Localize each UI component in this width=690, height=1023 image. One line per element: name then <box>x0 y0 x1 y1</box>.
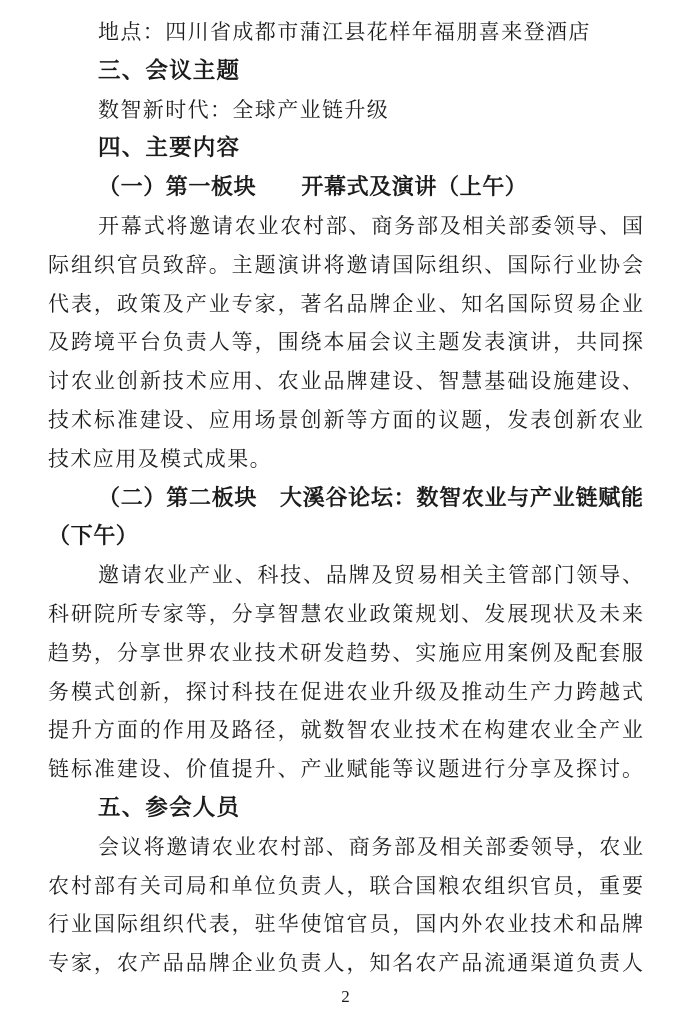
section-5-paragraph-line: 农村部有关司局和单位负责人，联合国粮农组织官员，重要 <box>48 873 643 898</box>
block-1-paragraph-line: 技术标准建设、应用场景创新等方面的议题，发表创新农业 <box>48 407 643 432</box>
block-2-paragraph-line: 务模式创新，探讨科技在促进农业升级及推动生产力跨越式 <box>48 679 643 704</box>
location-line: 地点：四川省成都市蒲江县花样年福朋喜来登酒店 <box>98 20 591 44</box>
block-1-paragraph-line: 讨农业创新技术应用、农业品牌建设、智慧基础设施建设、 <box>48 369 643 394</box>
block-2-paragraph-line: 邀请农业产业、科技、品牌及贸易相关主管部门领导、 <box>98 563 643 588</box>
section-3-heading: 三、会议主题 <box>98 57 241 83</box>
block-1-paragraph-line: 际组织官员致辞。主题演讲将邀请国际组织、国际行业协会 <box>48 252 643 277</box>
block-2-paragraph-line: 趋势，分享世界农业技术研发趋势、实施应用案例及配套服 <box>48 640 643 665</box>
block-1-paragraph-line: 开幕式将邀请农业农村部、商务部及相关部委领导、国 <box>98 213 643 238</box>
block-2-paragraph-line: 提升方面的作用及路径，就数智农业技术在构建农业全产业 <box>48 718 643 743</box>
block-1-heading: （一）第一板块 开幕式及演讲（上午） <box>98 174 528 200</box>
conference-theme-line: 数智新时代：全球产业链升级 <box>98 97 390 122</box>
block-2-heading-line-2: （下午） <box>48 523 139 549</box>
section-5-heading: 五、参会人员 <box>98 794 241 820</box>
block-2-paragraph-line: 科研院所专家等，分享智慧农业政策规划、发展现状及未来 <box>48 601 643 626</box>
page-number: 2 <box>341 986 350 1006</box>
section-4-heading: 四、主要内容 <box>98 135 241 161</box>
section-5-paragraph-line: 行业国际组织代表，驻华使馆官员，国内外农业技术和品牌 <box>48 912 643 937</box>
section-5-paragraph-line: 会议将邀请农业农村部、商务部及相关部委领导，农业 <box>98 834 643 859</box>
block-1-paragraph-line: 及跨境平台负责人等，围绕本届会议主题发表演讲，共同探 <box>48 330 643 355</box>
block-1-paragraph-line: 代表，政策及产业专家，著名品牌企业、知名国际贸易企业 <box>48 291 643 316</box>
block-2-paragraph-line: 链标准建设、价值提升、产业赋能等议题进行分享及探讨。 <box>48 757 643 782</box>
block-2-heading-line-1: （二）第二板块 大溪谷论坛：数智农业与产业链赋能 <box>98 484 643 510</box>
section-5-paragraph-line: 专家，农产品品牌企业负责人，知名农产品流通渠道负责人 <box>48 951 643 976</box>
block-1-paragraph-line: 技术应用及模式成果。 <box>48 446 272 471</box>
